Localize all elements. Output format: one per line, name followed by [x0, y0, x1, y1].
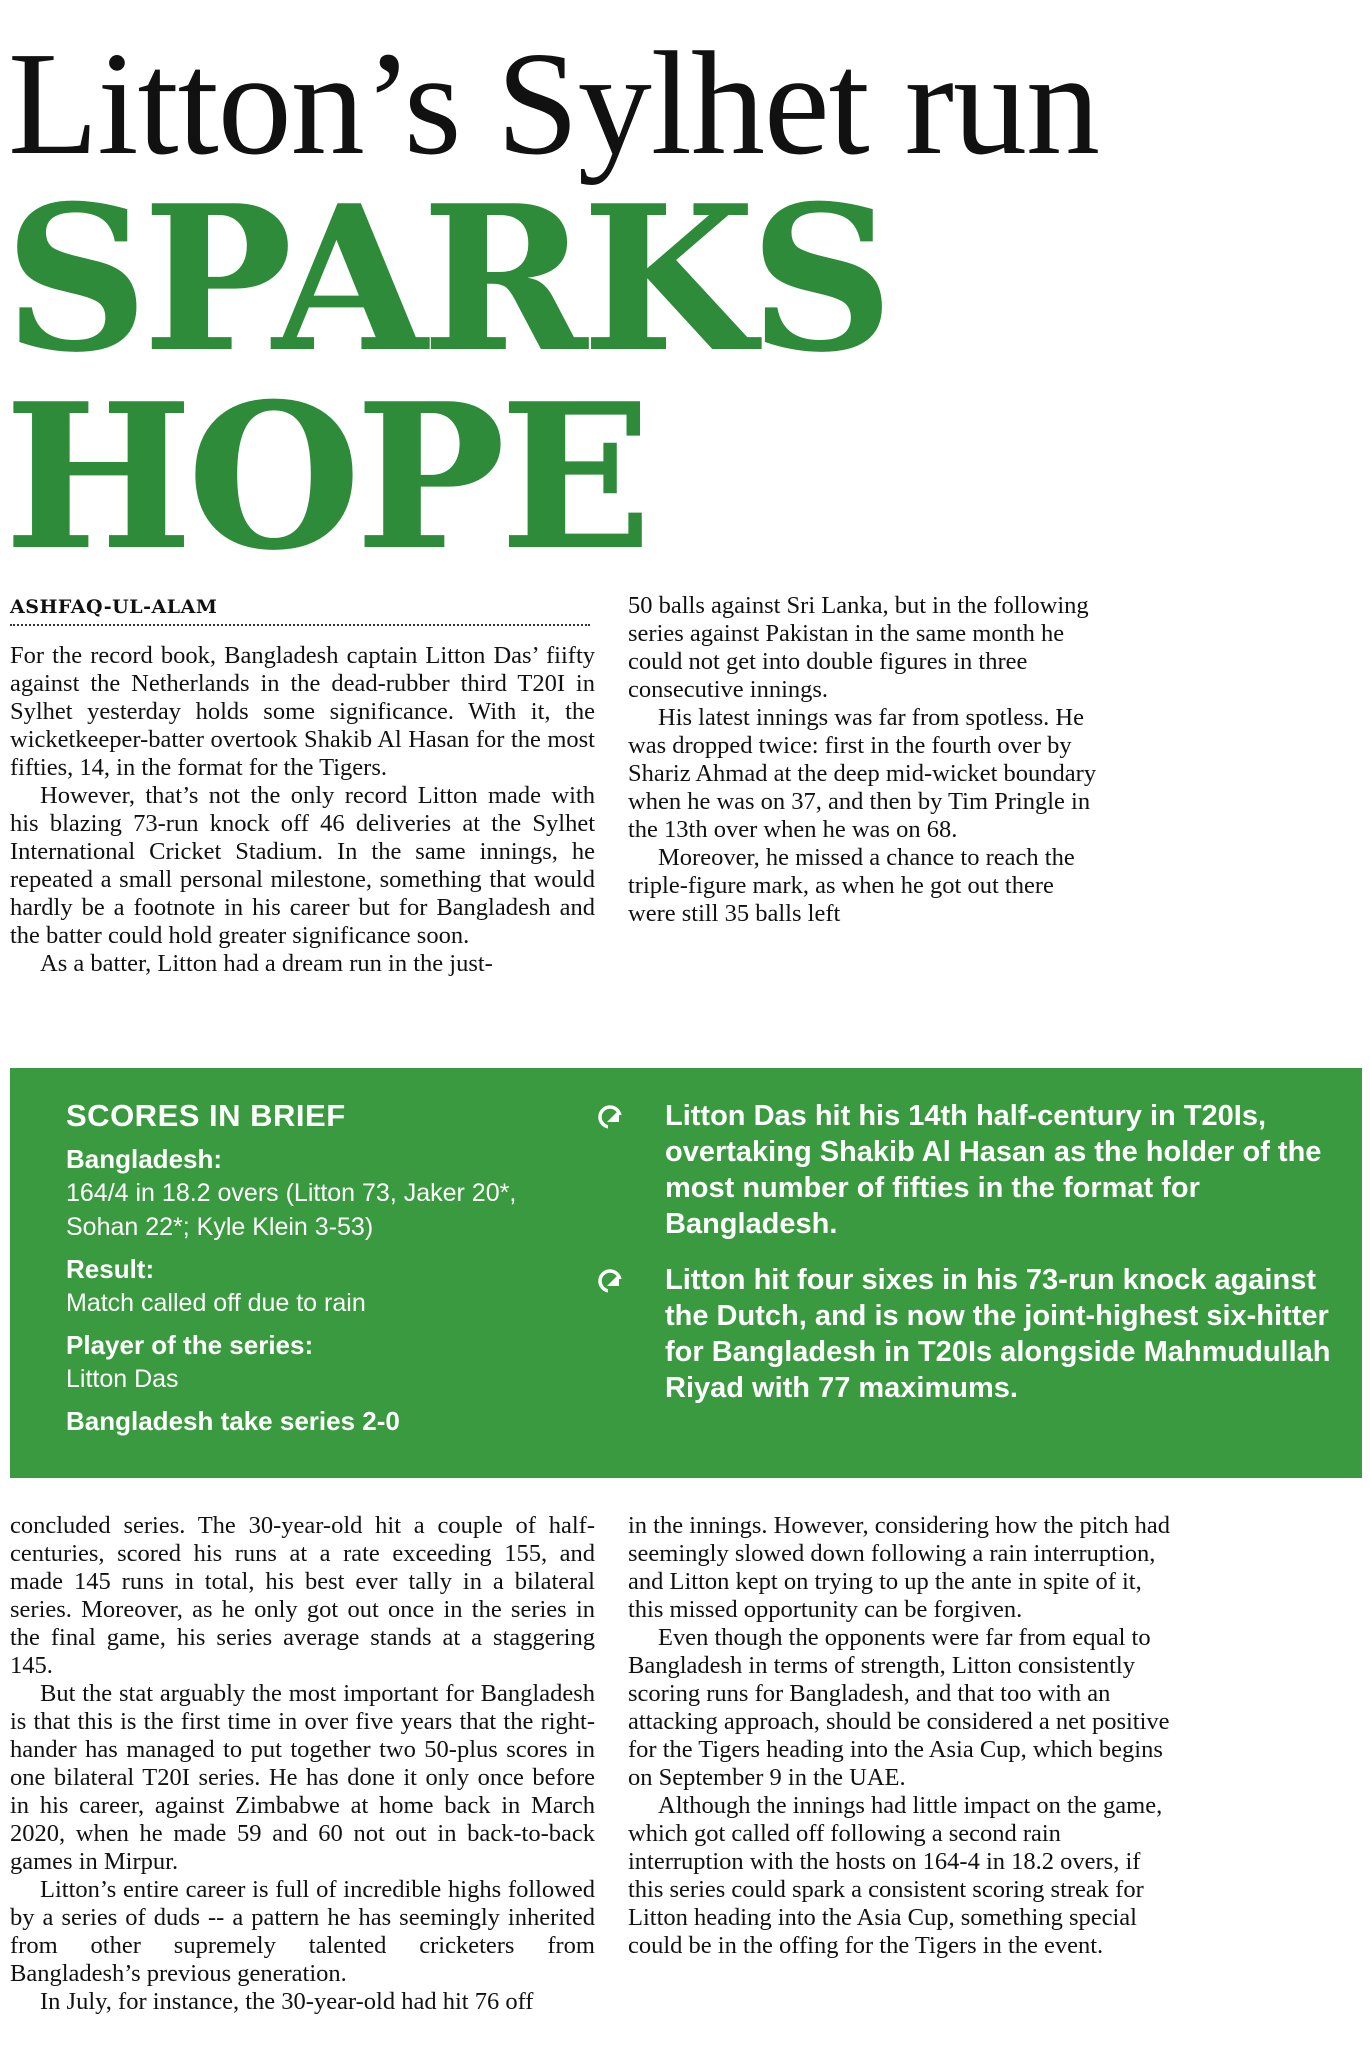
- headline-line-1: Litton’s Sylhet run: [8, 22, 1099, 186]
- paragraph: As a batter, Litton had a dream run in the just-: [40, 950, 493, 977]
- bullet-arrow-icon: [595, 1266, 625, 1296]
- bullet-arrow-icon: [595, 1102, 625, 1132]
- article-column-3: [10, 1512, 595, 2060]
- headline-line-3: HOPE: [4, 360, 647, 595]
- paragraph: 50 balls against Sri Lanka, but in the following series against Pakistan in the same month he could not get into double figures in three consecutive innings.: [628, 592, 1089, 703]
- series-result: Bangladesh take series 2-0: [66, 1406, 400, 1436]
- scores-panel: [10, 1068, 1362, 1478]
- article-column-4: [628, 1512, 1173, 2060]
- result-label: Result:: [66, 1254, 155, 1284]
- team-label: Bangladesh:: [66, 1144, 223, 1174]
- paragraph: Litton’s entire career is full of incredible highs followed by a series of duds -- a pattern he has seemingly inherited from other supremely talented cricketers from Bangladesh’s previous generation.: [10, 1876, 595, 1987]
- headline-line-2: SPARKS: [4, 162, 888, 397]
- fact-list: [595, 1098, 1335, 1426]
- paragraph: Although the innings had little impact on the game, which got called off following a second rain interruption with the hosts on 164-4 in 18.2 overs, if this series could spark a consistent scoring streak for Litton heading into the Asia Cup, something special could be in the offing for the Tigers in the event.: [628, 1792, 1163, 1959]
- scores-in-brief: [66, 1098, 566, 1438]
- article-column-2: [628, 592, 1098, 1040]
- byline: ASHFAQ-UL-ALAM: [10, 596, 590, 626]
- paragraph: For the record book, Bangladesh captain Litton Das’ fiifty against the Netherlands in the dead-rubber third T20I in Sylhet yesterday holds some significance. With it, the wicketkeeper-batter overtook Shakib Al Hasan for the most fifties, 14, in the format for the Tigers.: [10, 642, 595, 781]
- fact-text: Litton Das hit his 14th half-century in T20Is, overtaking Shakib Al Hasan as the holder of the most number of fifties in the format for Bangladesh.: [665, 1100, 1322, 1240]
- fact-item: [595, 1098, 1335, 1242]
- player-of-series-label: Player of the series:: [66, 1330, 314, 1360]
- paragraph: His latest innings was far from spotless. He was dropped twice: first in the fourth over by Shariz Ahmad at the deep mid-wicket boundary when he was on 37, and then by Tim Pringle in the 13th over when he was on 68.: [628, 704, 1097, 843]
- fact-item: [595, 1262, 1335, 1406]
- paragraph: in the innings. However, considering how the pitch had seemingly slowed down following a rain interruption, and Litton kept on trying to up the ante in spite of it, this missed opportunity can be forgiven.: [628, 1512, 1170, 1623]
- article-column-1: [10, 642, 595, 1040]
- paragraph: Even though the opponents were far from equal to Bangladesh in terms of strength, Litton consistently scoring runs for Bangladesh, and that too with an attacking approach, should be considered a net positive for the Tigers heading into the Asia Cup, which begins on September 9 in the UAE.: [628, 1624, 1170, 1791]
- player-of-series-value: Litton Das: [66, 1365, 179, 1393]
- fact-text: Litton hit four sixes in his 73-run knock against the Dutch, and is now the joint-highest six-hitter for Bangladesh in T20Is alongside Mahmudullah Riyad with 77 maximums.: [665, 1264, 1331, 1404]
- scores-title: SCORES IN BRIEF: [66, 1098, 346, 1133]
- team-score: 164/4 in 18.2 overs (Litton 73, Jaker 20*, Sohan 22*; Kyle Klein 3-53): [66, 1179, 517, 1241]
- paragraph: However, that’s not the only record Litton made with his blazing 73-run knock off 46 deliveries at the Sylhet International Cricket Stadium. In the same innings, he repeated a small personal milestone, something that would hardly be a footnote in his career but for Bangladesh and the batter could hold greater significance soon.: [10, 782, 595, 949]
- paragraph: concluded series. The 30-year-old hit a couple of half-centuries, scored his runs at a rate exceeding 155, and made 145 runs in total, his best ever tally in a bilateral series. Moreover, as he only got out once in the series in the final game, his series average stands at a staggering 145.: [10, 1512, 595, 1679]
- paragraph: But the stat arguably the most important for Bangladesh is that this is the first time in over five years that the right-hander has managed to put together two 50-plus scores in one bilateral T20I series. He has done it only once before in his career, against Zimbabwe at home back in March 2020, when he made 59 and 60 not out in back-to-back games in Mirpur.: [10, 1680, 595, 1875]
- result-value: Match called off due to rain: [66, 1289, 366, 1317]
- paragraph: In July, for instance, the 30-year-old had hit 76 off: [40, 1988, 534, 2015]
- paragraph: Moreover, he missed a chance to reach the triple-figure mark, as when he got out there were still 35 balls left: [628, 844, 1075, 927]
